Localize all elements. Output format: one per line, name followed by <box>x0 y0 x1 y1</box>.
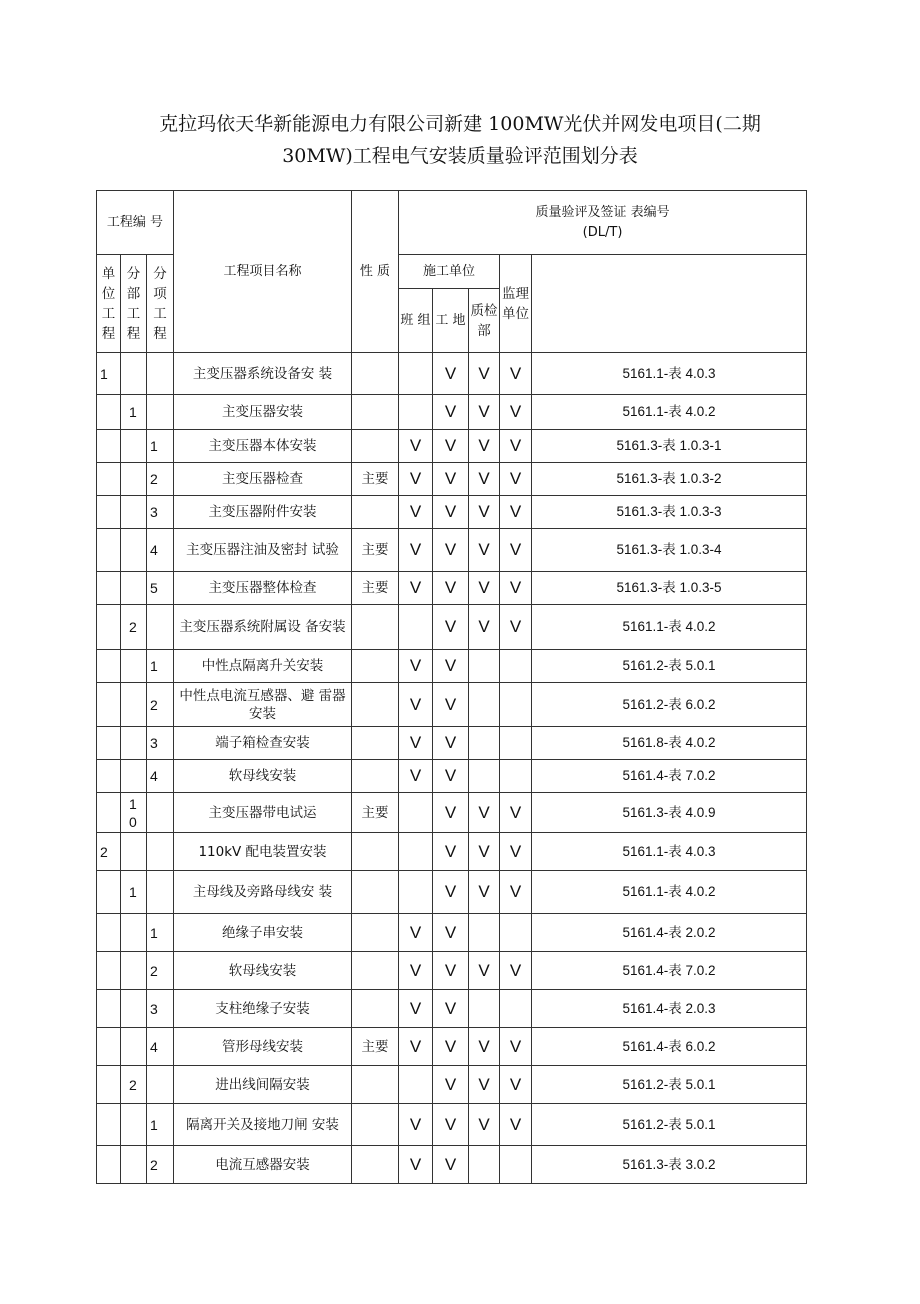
row-supervision-check: V <box>500 353 532 395</box>
row-supervision-check: V <box>500 952 532 990</box>
row-project-name: 主变压器安装 <box>174 395 352 430</box>
evaluation-table <box>96 190 807 1184</box>
row-nature <box>352 430 399 463</box>
row-site-check: V <box>433 572 469 605</box>
row-nature <box>352 683 399 727</box>
row-supervision-check: V <box>500 605 532 650</box>
row-qc-check <box>469 683 500 727</box>
row-team-check: V <box>399 496 433 529</box>
row-site-check: V <box>433 353 469 395</box>
header-construction-unit: 施工单位 <box>399 255 500 289</box>
row-qc-check: V <box>469 353 500 395</box>
row-site-check: V <box>433 760 469 793</box>
row-code-empty <box>121 463 147 496</box>
row-qc-check: V <box>469 1104 500 1146</box>
row-code-level-1: 1 0 <box>121 793 147 833</box>
row-site-check: V <box>433 683 469 727</box>
row-qc-check <box>469 650 500 683</box>
row-form-code: 5161.4-表 2.0.3 <box>532 990 807 1028</box>
row-code-empty <box>121 430 147 463</box>
row-supervision-check <box>500 760 532 793</box>
row-team-check: V <box>399 430 433 463</box>
row-nature <box>352 760 399 793</box>
row-qc-check: V <box>469 572 500 605</box>
row-code-level-2: 2 <box>147 952 174 990</box>
row-supervision-check <box>500 914 532 952</box>
row-code-empty <box>97 952 121 990</box>
row-form-code: 5161.1-表 4.0.3 <box>532 353 807 395</box>
row-site-check: V <box>433 1028 469 1066</box>
row-site-check: V <box>433 871 469 914</box>
row-site-check: V <box>433 395 469 430</box>
row-supervision-check: V <box>500 496 532 529</box>
row-team-check: V <box>399 914 433 952</box>
row-site-check: V <box>433 1066 469 1104</box>
row-nature <box>352 914 399 952</box>
row-project-name: 绝缘子串安装 <box>174 914 352 952</box>
header-project-name: 工程项目名称 <box>174 191 352 353</box>
table-row <box>97 833 807 871</box>
row-project-name: 支柱绝缘子安装 <box>174 990 352 1028</box>
row-code-empty <box>147 793 174 833</box>
row-code-empty <box>97 496 121 529</box>
row-form-code: 5161.2-表 5.0.1 <box>532 650 807 683</box>
row-code-level-1: 1 <box>121 871 147 914</box>
row-team-check: V <box>399 572 433 605</box>
row-supervision-check <box>500 650 532 683</box>
header-code-blank <box>532 255 807 353</box>
table-row <box>97 760 807 793</box>
row-site-check: V <box>433 1104 469 1146</box>
row-team-check: V <box>399 463 433 496</box>
row-code-empty <box>97 463 121 496</box>
document-title <box>100 108 820 172</box>
row-code-empty <box>121 496 147 529</box>
row-form-code: 5161.3-表 1.0.3-2 <box>532 463 807 496</box>
row-project-name: 主变压器系统设备安 装 <box>174 353 352 395</box>
row-code-empty <box>97 1028 121 1066</box>
row-project-name: 主变压器整体检查 <box>174 572 352 605</box>
row-code-level-0: 2 <box>97 833 121 871</box>
header-project-code: 工程编 号 <box>97 191 174 255</box>
row-project-name: 管形母线安装 <box>174 1028 352 1066</box>
row-code-empty <box>97 793 121 833</box>
table-row <box>97 1066 807 1104</box>
row-code-level-2: 4 <box>147 760 174 793</box>
row-form-code: 5161.2-表 5.0.1 <box>532 1066 807 1104</box>
row-site-check: V <box>433 914 469 952</box>
row-team-check: V <box>399 1104 433 1146</box>
row-supervision-check: V <box>500 871 532 914</box>
row-supervision-check <box>500 990 532 1028</box>
header-eval <box>399 191 807 255</box>
table-body <box>97 353 807 1184</box>
row-qc-check <box>469 1146 500 1184</box>
row-supervision-check: V <box>500 833 532 871</box>
table-row <box>97 496 807 529</box>
row-supervision-check <box>500 683 532 727</box>
row-nature <box>352 496 399 529</box>
row-nature <box>352 1066 399 1104</box>
row-project-name: 进出线间隔安装 <box>174 1066 352 1104</box>
row-supervision-check: V <box>500 395 532 430</box>
table-row <box>97 572 807 605</box>
row-code-empty <box>121 990 147 1028</box>
row-code-level-2: 4 <box>147 1028 174 1066</box>
row-project-name: 端子箱检查安装 <box>174 727 352 760</box>
table-row <box>97 529 807 572</box>
row-site-check: V <box>433 605 469 650</box>
row-site-check: V <box>433 650 469 683</box>
row-supervision-check: V <box>500 463 532 496</box>
row-team-check: V <box>399 727 433 760</box>
row-code-empty <box>121 650 147 683</box>
row-project-name: 软母线安装 <box>174 952 352 990</box>
row-code-empty <box>97 650 121 683</box>
row-nature <box>352 650 399 683</box>
row-supervision-check: V <box>500 793 532 833</box>
row-code-level-2: 3 <box>147 727 174 760</box>
row-code-empty <box>97 395 121 430</box>
row-nature <box>352 605 399 650</box>
row-nature: 主要 <box>352 793 399 833</box>
row-project-name: 主母线及旁路母线安 装 <box>174 871 352 914</box>
header-team: 班 组 <box>399 289 433 353</box>
row-site-check: V <box>433 496 469 529</box>
row-code-empty <box>97 990 121 1028</box>
row-code-empty <box>147 1066 174 1104</box>
row-project-name: 隔离开关及接地刀闸 安装 <box>174 1104 352 1146</box>
row-site-check: V <box>433 727 469 760</box>
row-code-empty <box>97 605 121 650</box>
row-code-level-0: 1 <box>97 353 121 395</box>
row-code-empty <box>121 1104 147 1146</box>
table-row <box>97 463 807 496</box>
row-project-name: 主变压器附件安装 <box>174 496 352 529</box>
row-project-name: 中性点隔离升关安装 <box>174 650 352 683</box>
row-qc-check <box>469 914 500 952</box>
row-project-name: 软母线安装 <box>174 760 352 793</box>
row-nature: 主要 <box>352 572 399 605</box>
row-nature <box>352 353 399 395</box>
table-row <box>97 914 807 952</box>
row-form-code: 5161.3-表 4.0.9 <box>532 793 807 833</box>
row-qc-check <box>469 727 500 760</box>
row-form-code: 5161.3-表 3.0.2 <box>532 1146 807 1184</box>
row-code-empty <box>121 1146 147 1184</box>
row-code-level-2: 5 <box>147 572 174 605</box>
row-qc-check: V <box>469 395 500 430</box>
row-code-level-2: 2 <box>147 1146 174 1184</box>
row-team-check: V <box>399 529 433 572</box>
row-code-level-2: 3 <box>147 496 174 529</box>
row-code-level-2: 3 <box>147 990 174 1028</box>
row-code-empty <box>97 760 121 793</box>
row-supervision-check: V <box>500 1104 532 1146</box>
row-form-code: 5161.1-表 4.0.2 <box>532 395 807 430</box>
row-code-empty <box>147 605 174 650</box>
row-team-check <box>399 871 433 914</box>
row-supervision-check <box>500 727 532 760</box>
row-team-check: V <box>399 683 433 727</box>
row-code-level-2: 2 <box>147 683 174 727</box>
row-nature <box>352 727 399 760</box>
table-row <box>97 990 807 1028</box>
row-supervision-check: V <box>500 529 532 572</box>
row-code-level-2: 1 <box>147 650 174 683</box>
row-team-check: V <box>399 760 433 793</box>
title-line-1: 克拉玛依天华新能源电力有限公司新建 100MW光伏并网发电项目(二期 <box>159 113 761 135</box>
row-site-check: V <box>433 1146 469 1184</box>
row-site-check: V <box>433 952 469 990</box>
row-form-code: 5161.4-表 2.0.2 <box>532 914 807 952</box>
row-nature <box>352 1146 399 1184</box>
row-project-name: 中性点电流互感器、避 雷器安装 <box>174 683 352 727</box>
row-qc-check: V <box>469 463 500 496</box>
row-code-empty <box>147 395 174 430</box>
row-code-empty <box>147 833 174 871</box>
row-supervision-check <box>500 1146 532 1184</box>
row-qc-check: V <box>469 952 500 990</box>
row-code-empty <box>121 727 147 760</box>
row-form-code: 5161.1-表 4.0.2 <box>532 605 807 650</box>
row-project-name: 110kV 配电装置安装 <box>174 833 352 871</box>
row-nature <box>352 1104 399 1146</box>
row-team-check <box>399 1066 433 1104</box>
row-code-empty <box>97 871 121 914</box>
row-nature <box>352 395 399 430</box>
row-code-level-2: 4 <box>147 529 174 572</box>
row-code-empty <box>121 1028 147 1066</box>
row-project-name: 主变压器检查 <box>174 463 352 496</box>
row-project-name: 电流互感器安装 <box>174 1146 352 1184</box>
row-form-code: 5161.3-表 1.0.3-1 <box>532 430 807 463</box>
row-nature <box>352 833 399 871</box>
row-team-check: V <box>399 1146 433 1184</box>
row-qc-check: V <box>469 430 500 463</box>
row-form-code: 5161.3-表 1.0.3-5 <box>532 572 807 605</box>
row-nature: 主要 <box>352 1028 399 1066</box>
row-code-empty <box>97 683 121 727</box>
table-row <box>97 605 807 650</box>
row-form-code: 5161.3-表 1.0.3-3 <box>532 496 807 529</box>
row-code-level-1: 1 <box>121 395 147 430</box>
row-team-check <box>399 353 433 395</box>
row-supervision-check: V <box>500 572 532 605</box>
row-code-level-1: 2 <box>121 1066 147 1104</box>
row-code-empty <box>121 572 147 605</box>
header-quality-dept: 质检部 <box>469 289 500 353</box>
row-form-code: 5161.1-表 4.0.3 <box>532 833 807 871</box>
title-line-2: 30MW)工程电气安装质量验评范围划分表 <box>282 145 638 167</box>
row-code-empty <box>97 1146 121 1184</box>
header-supervision: 监理单位 <box>500 255 532 353</box>
row-nature: 主要 <box>352 463 399 496</box>
row-qc-check: V <box>469 1028 500 1066</box>
row-code-empty <box>121 529 147 572</box>
row-code-empty <box>121 353 147 395</box>
row-code-empty <box>121 952 147 990</box>
row-code-empty <box>97 529 121 572</box>
row-form-code: 5161.3-表 1.0.3-4 <box>532 529 807 572</box>
row-team-check: V <box>399 990 433 1028</box>
row-site-check: V <box>433 463 469 496</box>
row-code-empty <box>121 914 147 952</box>
row-qc-check: V <box>469 833 500 871</box>
row-nature <box>352 990 399 1028</box>
row-form-code: 5161.4-表 6.0.2 <box>532 1028 807 1066</box>
row-project-name: 主变压器本体安装 <box>174 430 352 463</box>
table-row <box>97 727 807 760</box>
row-qc-check: V <box>469 793 500 833</box>
row-team-check: V <box>399 650 433 683</box>
row-project-name: 主变压器带电试运 <box>174 793 352 833</box>
row-code-empty <box>97 1104 121 1146</box>
header-site: 工 地 <box>433 289 469 353</box>
table-row <box>97 1104 807 1146</box>
header-eval-sub: (DL/T) <box>582 224 623 240</box>
row-qc-check: V <box>469 496 500 529</box>
header-division: 分部工程 <box>121 255 147 353</box>
row-site-check: V <box>433 430 469 463</box>
row-code-empty <box>97 914 121 952</box>
header-item: 分项工程 <box>147 255 174 353</box>
row-team-check: V <box>399 952 433 990</box>
row-code-empty <box>121 683 147 727</box>
row-team-check <box>399 793 433 833</box>
row-code-level-2: 1 <box>147 914 174 952</box>
row-team-check <box>399 395 433 430</box>
row-code-empty <box>147 353 174 395</box>
row-form-code: 5161.8-表 4.0.2 <box>532 727 807 760</box>
table-row <box>97 353 807 395</box>
row-team-check <box>399 605 433 650</box>
row-qc-check <box>469 990 500 1028</box>
row-supervision-check: V <box>500 430 532 463</box>
row-code-level-2: 2 <box>147 463 174 496</box>
row-site-check: V <box>433 833 469 871</box>
table-row <box>97 871 807 914</box>
row-site-check: V <box>433 990 469 1028</box>
row-code-empty <box>97 430 121 463</box>
row-site-check: V <box>433 529 469 572</box>
table-row <box>97 683 807 727</box>
row-team-check <box>399 833 433 871</box>
row-code-empty <box>121 833 147 871</box>
row-code-empty <box>121 760 147 793</box>
row-qc-check <box>469 760 500 793</box>
header-eval-title: 质量验评及签证 表编号 <box>535 204 670 220</box>
row-project-name: 主变压器系统附属设 备安装 <box>174 605 352 650</box>
row-qc-check: V <box>469 605 500 650</box>
row-code-level-2: 1 <box>147 1104 174 1146</box>
table-row <box>97 952 807 990</box>
row-code-empty <box>97 1066 121 1104</box>
row-qc-check: V <box>469 871 500 914</box>
row-nature: 主要 <box>352 529 399 572</box>
table-row <box>97 650 807 683</box>
row-code-empty <box>147 871 174 914</box>
row-supervision-check: V <box>500 1028 532 1066</box>
table-row <box>97 1028 807 1066</box>
row-supervision-check: V <box>500 1066 532 1104</box>
row-form-code: 5161.1-表 4.0.2 <box>532 871 807 914</box>
row-nature <box>352 952 399 990</box>
row-qc-check: V <box>469 1066 500 1104</box>
row-site-check: V <box>433 793 469 833</box>
row-code-empty <box>97 727 121 760</box>
table-row <box>97 1146 807 1184</box>
row-code-level-1: 2 <box>121 605 147 650</box>
row-nature <box>352 871 399 914</box>
table-row <box>97 430 807 463</box>
row-form-code: 5161.4-表 7.0.2 <box>532 760 807 793</box>
row-form-code: 5161.4-表 7.0.2 <box>532 952 807 990</box>
table-row <box>97 793 807 833</box>
table-row <box>97 395 807 430</box>
row-form-code: 5161.2-表 5.0.1 <box>532 1104 807 1146</box>
row-code-level-2: 1 <box>147 430 174 463</box>
row-project-name: 主变压器注油及密封 试验 <box>174 529 352 572</box>
row-form-code: 5161.2-表 6.0.2 <box>532 683 807 727</box>
row-code-empty <box>97 572 121 605</box>
row-qc-check: V <box>469 529 500 572</box>
header-nature: 性 质 <box>352 191 399 353</box>
row-team-check: V <box>399 1028 433 1066</box>
header-unit: 单位工程 <box>97 255 121 353</box>
